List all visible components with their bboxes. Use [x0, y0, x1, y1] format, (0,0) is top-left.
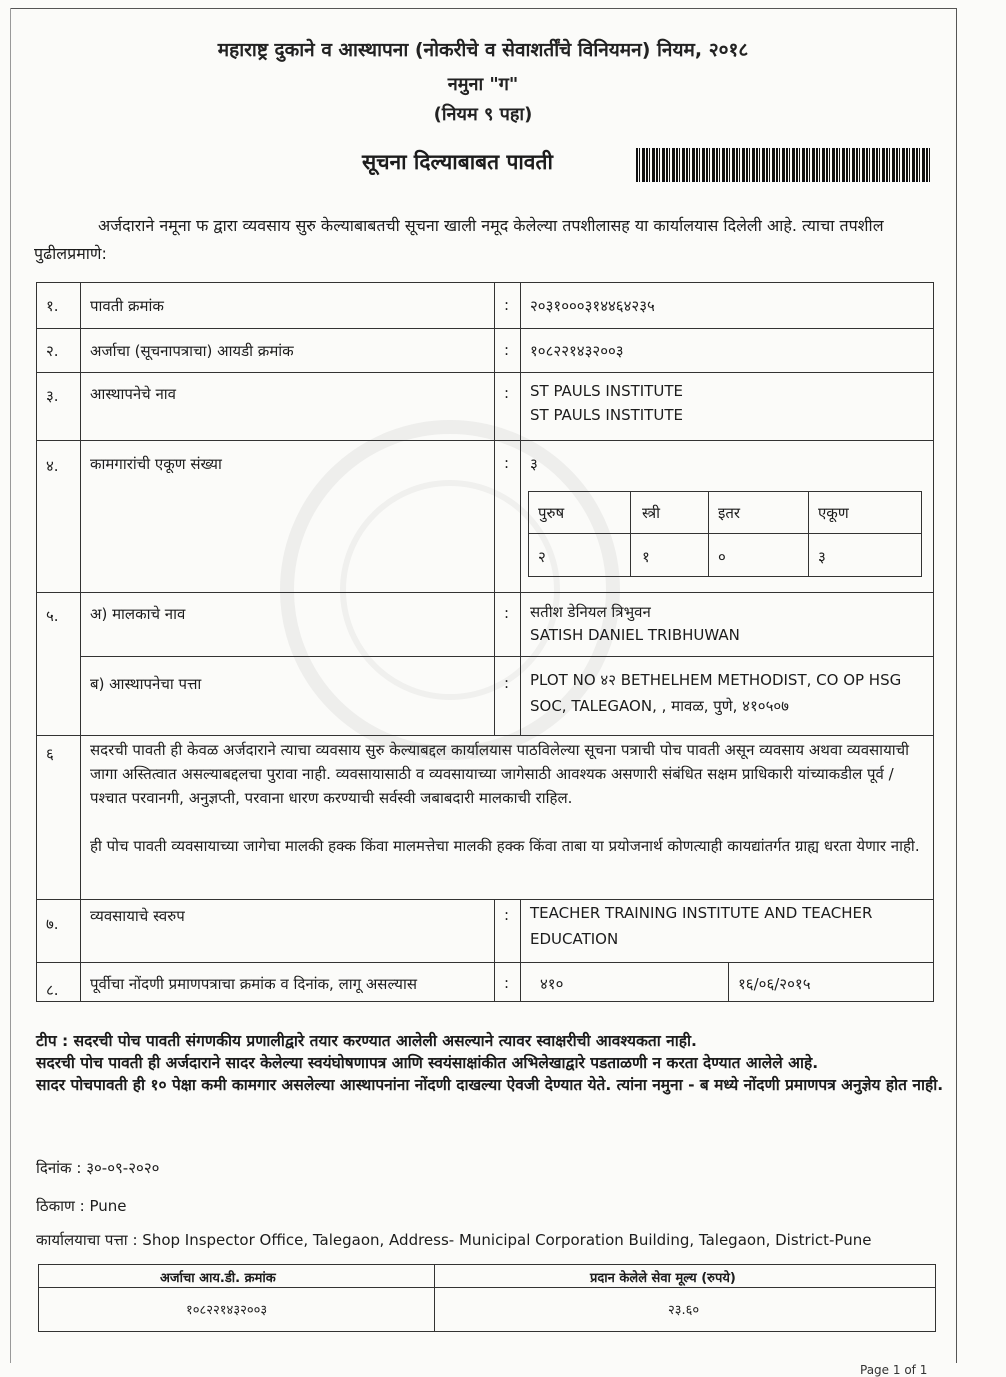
previous-registration-number: ४१०	[540, 975, 564, 993]
colon: :	[504, 296, 510, 314]
form-name: नमुना "ग"	[447, 74, 519, 95]
row-line	[36, 372, 934, 373]
colon: :	[504, 341, 510, 359]
fee-table-header-service-fee: प्रदान केलेले सेवा मूल्य (रुपये)	[590, 1271, 736, 1286]
row-line	[36, 328, 934, 329]
worker-count-total: ३	[818, 548, 826, 566]
intro-paragraph: अर्जदाराने नमूना फ द्वारा व्यवसाय सुरु केल्याबाबतची सूचना खाली नमूद केलेल्या तपशीलासह या कार्यालयास दिलेली आहे. त्याचा तपशील पुढीलप्रमाणे:	[34, 216, 884, 263]
row-number: ८.	[46, 981, 59, 999]
issue-date-value: ३०-०९-२०२०	[86, 1159, 160, 1177]
establishment-address-line2: SOC, TALEGAON, , मावळ, पुणे, ४१०५०७	[530, 697, 789, 715]
establishment-address-line1: PLOT NO ४२ BETHELHEM METHODIST, CO OP HSG	[530, 671, 902, 689]
fee-table-row-line	[38, 1287, 936, 1288]
note-line-1: टीप : सदरची पोच पावती संगणकीय प्रणालीद्वारे तयार करण्यात आलेली असल्याने त्यावर स्वाक्षरीची आवश्यकता नाही.	[36, 1032, 697, 1050]
receipt-number-value: २०३१०००३१४४६४२३५	[530, 297, 655, 315]
row-number: १.	[46, 297, 59, 315]
establishment-name-value: ST PAULS INSTITUTE	[530, 382, 683, 400]
note-section	[36, 1030, 956, 1096]
worker-header-male: पुरुष	[538, 504, 565, 522]
note-line-3: सादर पोचपावती ही १० पेक्षा कमी कामगार असलेल्या आस्थापनांना नोंदणी दाखल्या ऐवजी देण्यात येते. त्यांना नमुना - ब मध्ये नोंदणी प्रमाणपत्र अनुज्ञेय होत नाही.	[36, 1076, 944, 1094]
document-title: सूचना दिल्याबाबत पावती	[362, 150, 553, 174]
worker-col-line	[630, 491, 631, 577]
worker-header-female: स्त्री	[642, 504, 661, 522]
issue-date	[36, 1158, 159, 1178]
fee-table-header-application-id: अर्जाचा आय.डी. क्रमांक	[160, 1271, 276, 1286]
worker-col-line	[708, 491, 709, 577]
barcode	[636, 148, 932, 182]
office-address-value: Shop Inspector Office, Talegaon, Address- Municipal Corporation Building, Talegaon, District-Pune	[142, 1231, 872, 1249]
col-line-num	[80, 282, 81, 1002]
total-workers-label: कामगारांची एकूण संख्या	[90, 455, 222, 473]
row-line	[80, 656, 934, 657]
owner-name-english: SATISH DANIEL TRIBHUWAN	[530, 626, 740, 644]
worker-count-female: १	[642, 548, 650, 566]
row-number: ४.	[46, 457, 59, 475]
colon: :	[504, 674, 510, 692]
col-line-colon-lower	[520, 899, 521, 1002]
worker-header-total: एकूण	[818, 504, 849, 522]
office-address	[36, 1230, 871, 1250]
page-number: Page 1 of 1	[860, 1363, 928, 1377]
issue-place	[36, 1196, 127, 1216]
worker-header-other: इतर	[718, 504, 741, 522]
previous-registration-label: पूर्वीचा नोंदणी प्रमाणपत्राचा क्रमांक व दिनांक, लागू असल्यास	[90, 975, 418, 993]
receipt-number-label: पावती क्रमांक	[90, 297, 164, 315]
col-line-label-lower	[494, 899, 495, 1002]
disclaimer-paragraph-2: ही पोच पावती व्यवसायाच्या जागेचा मालकी हक्क किंवा मालमत्तेचा मालकी हक्क किंवा ताबा या प्रयोजनार्थ कोणत्याही कायद्यांतर्गत ग्राह्य धरता येणार नाही.	[90, 837, 920, 855]
row-line	[36, 899, 934, 900]
rule-reference: (नियम ९ पहा)	[433, 104, 533, 125]
col-line-r8-split	[728, 962, 729, 1002]
worker-row-line	[528, 533, 922, 534]
row-line	[36, 592, 934, 593]
establishment-address-label: ब) आस्थापनेचा पत्ता	[90, 675, 202, 693]
colon: :	[504, 906, 510, 924]
colon: :	[504, 974, 510, 992]
owner-name-marathi: सतीश डेनियल त्रिभुवन	[530, 603, 651, 621]
application-id-value: १०८२२१४३२००३	[530, 342, 624, 360]
row-line	[36, 440, 934, 441]
office-address-label: कार्यालयाचा पत्ता :	[36, 1231, 138, 1249]
row-line	[36, 962, 934, 963]
page-border	[10, 8, 956, 9]
disclaimer-paragraph-1: सदरची पावती ही केवळ अर्जदाराने त्याचा व्यवसाय सुरु केल्याबद्दल कार्यालयास पाठविलेल्या सूचना पत्राची पोच पावती असून व्यवसाय अथवा व्यवसायाची जागा अस्तित्वात असल्याबद्दलचा पुरावा नाही. व्यवसायासाठी व व्यवसायाच्या जागेसाठी आवश्यक असणारी संबंधित सक्षम प्राधिकारी यांच्याकडील पूर्व / पश्चात परवानगी, अनुज्ञप्ती, परवाना धारण करण्याची सर्वस्वी जबाबदारी मालकाची राहिल.	[90, 741, 910, 807]
fee-table-service-fee: २३.६०	[668, 1303, 700, 1318]
issue-place-label: ठिकाण :	[36, 1197, 85, 1215]
row-number: ५.	[46, 607, 59, 625]
worker-count-male: २	[538, 548, 546, 566]
form-heading: महाराष्ट्र दुकाने व आस्थापना (नोकरीचे व सेवाशर्तींचे विनियमन) नियम, २०१८	[217, 39, 749, 61]
establishment-name-value-2: ST PAULS INSTITUTE	[530, 406, 683, 424]
note-line-2: सदरची पोच पावती ही अर्जदाराने सादर केलेल्या स्वयंघोषणापत्र आणि स्वयंसाक्षांकीत अभिलेखाद्वारे पडताळणी न करता देण्यात आलेले आहे.	[36, 1054, 819, 1072]
establishment-name-label: आस्थापनेचे नाव	[90, 385, 177, 403]
fee-table-application-id: १०८२२१४३२००३	[186, 1303, 268, 1318]
page-border-right	[956, 8, 957, 1363]
application-id-label: अर्जाचा (सूचनापत्राचा) आयडी क्रमांक	[90, 342, 294, 360]
business-nature-value-2: EDUCATION	[530, 930, 619, 948]
col-line-label	[494, 282, 495, 735]
col-line-colon	[520, 282, 521, 735]
colon: :	[504, 384, 510, 402]
row-number: ३.	[46, 387, 59, 405]
owner-name-label: अ) मालकाचे नाव	[90, 605, 186, 623]
worker-count-other: ०	[718, 548, 726, 566]
previous-registration-date: १६/०६/२०१५	[738, 975, 811, 993]
business-nature-label: व्यवसायाचे स्वरुप	[90, 907, 185, 925]
row-line	[36, 735, 934, 736]
page-border-left	[10, 8, 11, 1363]
row-number: २.	[46, 342, 59, 360]
colon: :	[504, 454, 510, 472]
row-number: ६	[46, 745, 54, 763]
issue-date-label: दिनांक :	[36, 1159, 82, 1177]
business-nature-value-1: TEACHER TRAINING INSTITUTE AND TEACHER	[530, 904, 873, 922]
worker-col-line	[808, 491, 809, 577]
row-number: ७.	[46, 915, 59, 933]
colon: :	[504, 604, 510, 622]
total-workers-value: ३	[530, 455, 538, 473]
fee-table-col-line	[434, 1264, 435, 1332]
issue-place-value: Pune	[89, 1197, 127, 1215]
